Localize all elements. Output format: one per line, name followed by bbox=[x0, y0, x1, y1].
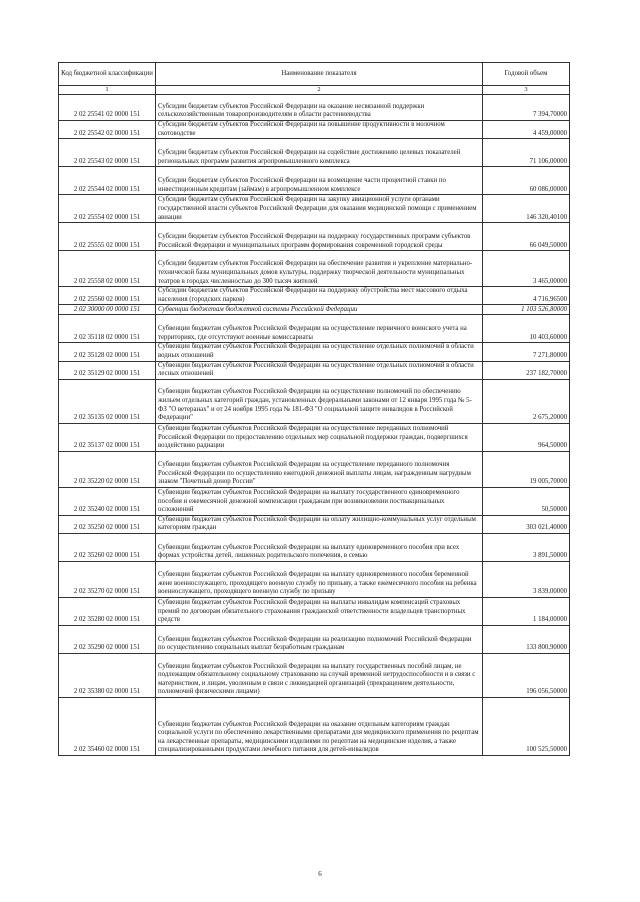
header-budget-code: Код бюджетной классификации bbox=[59, 63, 156, 86]
page-number: 6 bbox=[318, 870, 322, 878]
indicator-name: Субвенции бюджетам субъектов Российской Федерации на осуществление первичного воинского учета на территориях, где отсутствуют военные комиссариаты bbox=[156, 315, 483, 343]
table-row bbox=[59, 167, 570, 195]
table-row bbox=[59, 343, 570, 361]
indicator-name: Субвенции бюджетам субъектов Российской Федерации на выплаты инвалидам компенсаций страховых премий по договорам обязательного страхования гражданской ответственности владельцев транспортных средств bbox=[156, 597, 483, 625]
indicator-name: Субвенции бюджетам субъектов Российской Федерации на осуществление отдельных полномочий в области лесных отношений bbox=[156, 361, 483, 379]
budget-code: 2 02 25555 02 0000 151 bbox=[59, 223, 156, 251]
budget-code: 2 02 25542 02 0000 151 bbox=[59, 121, 156, 139]
annual-volume: 60 086,00000 bbox=[483, 167, 570, 195]
indicator-name: Субвенции бюджетам бюджетной системы Российской Федерации bbox=[156, 305, 483, 315]
budget-code: 2 02 35240 02 0000 151 bbox=[59, 487, 156, 515]
budget-code: 2 02 35135 02 0000 151 bbox=[59, 379, 156, 423]
annual-volume: 3 839,00000 bbox=[483, 561, 570, 597]
budget-code: 2 02 35129 02 0000 151 bbox=[59, 361, 156, 379]
budget-code: 2 02 35280 02 0000 151 bbox=[59, 597, 156, 625]
annual-volume: 4 716,96500 bbox=[483, 287, 570, 305]
table-header-row bbox=[59, 63, 570, 86]
budget-table-container bbox=[58, 62, 569, 756]
budget-code: 2 02 35260 02 0000 151 bbox=[59, 533, 156, 561]
annual-volume: 7 271,80000 bbox=[483, 343, 570, 361]
budget-code: 2 02 25560 02 0000 151 bbox=[59, 287, 156, 305]
annual-volume: 4 459,00000 bbox=[483, 121, 570, 139]
annual-volume: 19 005,70000 bbox=[483, 451, 570, 487]
indicator-name: Субсидии бюджетам субъектов Российской Федерации на возмещение части процентной ставки по инвестиционным кредитам (займам) в агропромышленном комплексе bbox=[156, 167, 483, 195]
table-row bbox=[59, 487, 570, 515]
header-indicator-name: Наименование показателя bbox=[156, 63, 483, 86]
table-row bbox=[59, 251, 570, 287]
indicator-name: Субвенции бюджетам субъектов Российской Федерации на оказание отдельным категориям граждан социальной услуги по обеспечению лекарственными препаратами для медицинского применения по рецептам на лекарственные препараты, медицинскими изделиями по рецептам на медицинские изделия, а также специализированными продуктами лечебного питания для детей-инвалидов bbox=[156, 697, 483, 755]
annual-volume: 1 103 526,80000 bbox=[483, 305, 570, 315]
annual-volume: 10 403,60000 bbox=[483, 315, 570, 343]
table-row bbox=[59, 423, 570, 451]
indicator-name: Субвенции бюджетам субъектов Российской Федерации на реализацию полномочий Российской Федерации по осуществлению социальных выплат безработным гражданам bbox=[156, 625, 483, 653]
annual-volume: 146 320,40100 bbox=[483, 195, 570, 223]
budget-code: 2 02 35220 02 0000 151 bbox=[59, 451, 156, 487]
table-row bbox=[59, 361, 570, 379]
indicator-name: Субвенции бюджетам субъектов Российской Федерации на выплату государственного единовременного пособия и ежемесячной денежной компенсации гражданам при возникновении поствакцинальных осложнений bbox=[156, 487, 483, 515]
table-column-numbers-row bbox=[59, 86, 570, 95]
budget-code: 2 02 25558 02 0000 151 bbox=[59, 251, 156, 287]
indicator-name: Субвенции бюджетам субъектов Российской Федерации на осуществление отдельных полномочий в области водных отношений bbox=[156, 343, 483, 361]
budget-code: 2 02 35137 02 0000 151 bbox=[59, 423, 156, 451]
annual-volume: 964,50000 bbox=[483, 423, 570, 451]
indicator-name: Субсидии бюджетам субъектов Российской Федерации на повышение продуктивности в молочном скотоводстве bbox=[156, 121, 483, 139]
budget-code: 2 02 35460 02 0000 151 bbox=[59, 697, 156, 755]
table-row bbox=[59, 223, 570, 251]
table-row bbox=[59, 379, 570, 423]
budget-code: 2 02 35128 02 0000 151 bbox=[59, 343, 156, 361]
table-row bbox=[59, 561, 570, 597]
annual-volume: 196 056,50000 bbox=[483, 653, 570, 697]
annual-volume: 3 465,00000 bbox=[483, 251, 570, 287]
annual-volume: 50,50000 bbox=[483, 487, 570, 515]
indicator-name: Субсидии бюджетам субъектов Российской Федерации на обеспечение развития и укрепление материально-технической базы муниципальных домов культуры, поддержку творческой деятельности муниципальных театров в городах численностью до 300 тысяч жителей bbox=[156, 251, 483, 287]
column-number-2: 2 bbox=[156, 86, 483, 95]
indicator-name: Субсидии бюджетам субъектов Российской Федерации на поддержку государственных программ субъектов Российской Федерации и муниципальных программ формирования современной городской среды bbox=[156, 223, 483, 251]
indicator-name: Субвенции бюджетам субъектов Российской Федерации на осуществление переданного полномочия Российской Федерации по осуществлению ежегодной денежной выплаты лицам, награжденным нагрудным знаком "Почетный донор России" bbox=[156, 451, 483, 487]
indicator-name: Субсидии бюджетам субъектов Российской Федерации на закупку авиационной услуги органами государственной власти субъектов Российской Федерации для оказания медицинской помощи с применением авиации bbox=[156, 195, 483, 223]
budget-code: 2 02 25544 02 0000 151 bbox=[59, 167, 156, 195]
table-row bbox=[59, 95, 570, 121]
indicator-name: Субвенции бюджетам субъектов Российской Федерации на оплату жилищно-коммунальных услуг отдельным категориям граждан bbox=[156, 515, 483, 533]
budget-code: 2 02 25554 02 0000 151 bbox=[59, 195, 156, 223]
table-row bbox=[59, 139, 570, 167]
budget-code: 2 02 25543 02 0000 151 bbox=[59, 139, 156, 167]
table-row bbox=[59, 121, 570, 139]
table-row bbox=[59, 515, 570, 533]
table-row bbox=[59, 597, 570, 625]
table-row bbox=[59, 697, 570, 755]
indicator-name: Субсидии бюджетам субъектов Российской Федерации на поддержку обустройства мест массового отдыха населения (городских парков) bbox=[156, 287, 483, 305]
budget-code: 2 02 30000 00 0000 151 bbox=[59, 305, 156, 315]
table-row bbox=[59, 195, 570, 223]
budget-table bbox=[58, 62, 570, 756]
budget-code: 2 02 35270 02 0000 151 bbox=[59, 561, 156, 597]
budget-code: 2 02 25541 02 0000 151 bbox=[59, 95, 156, 121]
annual-volume: 100 525,50000 bbox=[483, 697, 570, 755]
budget-code: 2 02 35290 02 0000 151 bbox=[59, 625, 156, 653]
table-row-section-total bbox=[59, 305, 570, 315]
indicator-name: Субвенции бюджетам субъектов Российской Федерации на выплату государственных пособий лицам, не подлежащим обязательному социальному страхованию на случай временной нетрудоспособности и в связи с материнством, и лицам, уволенным в связи с ликвидацией организаций (прекращением деятельности, полномочий физическими лицами) bbox=[156, 653, 483, 697]
annual-volume: 3 891,50000 bbox=[483, 533, 570, 561]
table-row bbox=[59, 315, 570, 343]
indicator-name: Субвенции бюджетам субъектов Российской Федерации на выплату единовременного пособия при всех формах устройства детей, лишенных родительского попечения, в семью bbox=[156, 533, 483, 561]
budget-code: 2 02 35118 02 0000 151 bbox=[59, 315, 156, 343]
indicator-name: Субсидии бюджетам субъектов Российской Федерации на оказание несвязанной поддержки сельскохозяйственным товаропроизводителям в области растениеводства bbox=[156, 95, 483, 121]
budget-code: 2 02 35250 02 0000 151 bbox=[59, 515, 156, 533]
annual-volume: 2 675,20000 bbox=[483, 379, 570, 423]
indicator-name: Субвенции бюджетам субъектов Российской Федерации на выплату единовременного пособия беременной жене военнослужащего, проходящего военную службу по призыву, а также ежемесячного пособия на ребенка военнослужащего, проходящего военную службу по призыву bbox=[156, 561, 483, 597]
indicator-name: Субсидии бюджетам субъектов Российской Федерации на содействие достижению целевых показателей региональных программ развития агропромышленного комплекса bbox=[156, 139, 483, 167]
indicator-name: Субвенции бюджетам субъектов Российской Федерации на осуществление переданных полномочий Российской Федерации по предоставлению отдельных мер социальной поддержки граждан, подвергшихся воздействию радиации bbox=[156, 423, 483, 451]
annual-volume: 133 800,90000 bbox=[483, 625, 570, 653]
column-number-1: 1 bbox=[59, 86, 156, 95]
annual-volume: 1 184,00000 bbox=[483, 597, 570, 625]
annual-volume: 66 049,50000 bbox=[483, 223, 570, 251]
annual-volume: 303 021,40000 bbox=[483, 515, 570, 533]
header-annual-volume: Годовой объем bbox=[483, 63, 570, 86]
annual-volume: 71 106,00000 bbox=[483, 139, 570, 167]
column-number-3: 3 bbox=[483, 86, 570, 95]
table-row bbox=[59, 625, 570, 653]
table-row bbox=[59, 451, 570, 487]
table-row bbox=[59, 653, 570, 697]
budget-code: 2 02 35380 02 0000 151 bbox=[59, 653, 156, 697]
indicator-name: Субвенции бюджетам субъектов Российской Федерации на осуществление полномочий по обеспечению жильем отдельных категорий граждан, установленных федеральными законами от 12 января 1995 года № 5-ФЗ "О ветеранах" и от 24 ноября 1995 года № 181-ФЗ "О социальной защите инвалидов в Российской Федерации" bbox=[156, 379, 483, 423]
table-row bbox=[59, 287, 570, 305]
annual-volume: 7 394,70000 bbox=[483, 95, 570, 121]
table-row bbox=[59, 533, 570, 561]
annual-volume: 237 182,70000 bbox=[483, 361, 570, 379]
